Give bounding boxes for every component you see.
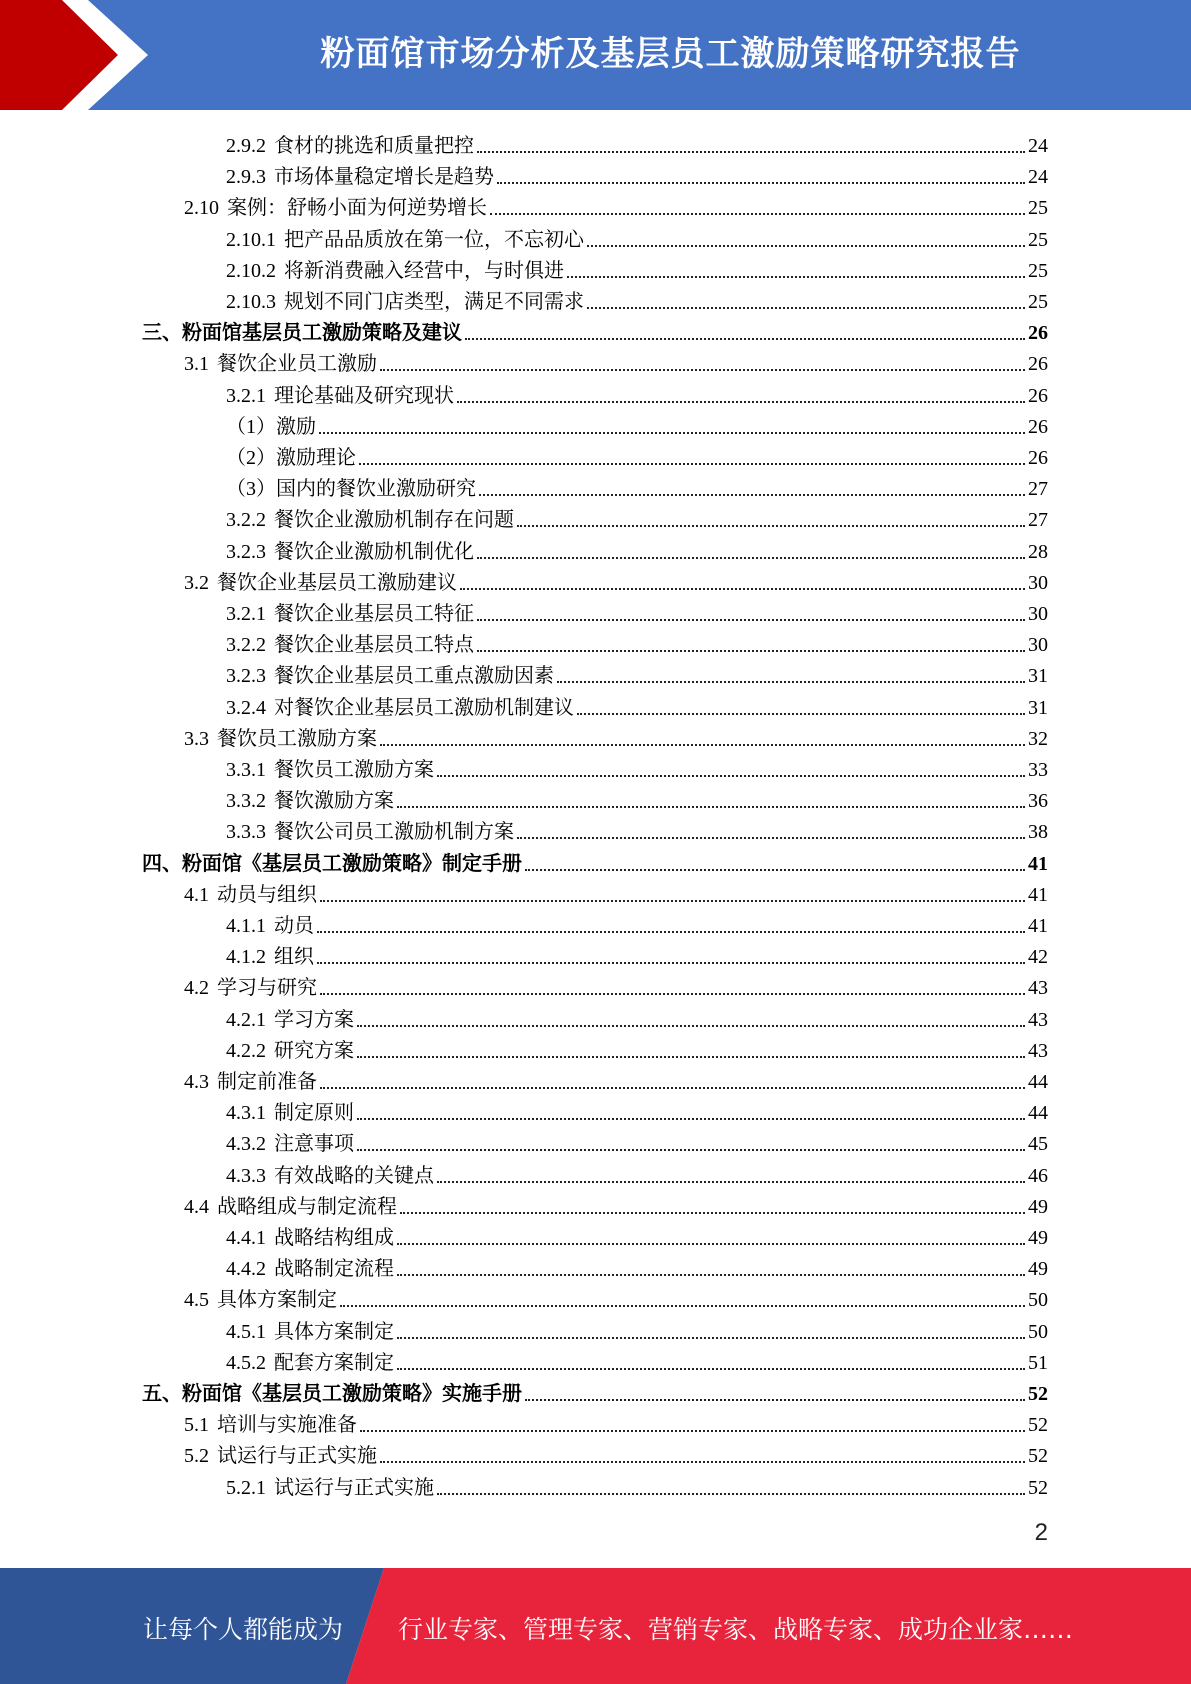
toc-entry[interactable] <box>226 938 1048 969</box>
toc-entry-label <box>184 1070 317 1094</box>
toc-entry[interactable] <box>226 221 1048 252</box>
toc-entry-number: 3.2.3 <box>226 540 266 563</box>
toc-entry-label <box>226 1101 354 1125</box>
toc-entry-number: 2.10 <box>184 197 219 220</box>
toc-dot-leader <box>397 806 1025 808</box>
toc-dot-leader <box>557 681 1025 683</box>
toc-entry[interactable] <box>226 1469 1048 1500</box>
toc-entry-label <box>226 1351 394 1375</box>
toc-entry-title: 注意事项 <box>274 1133 354 1156</box>
toc-entry-page: 36 <box>1028 790 1048 813</box>
toc-entry-page: 31 <box>1028 696 1048 719</box>
toc-entry[interactable] <box>226 283 1048 314</box>
toc-entry-number: 3.1 <box>184 353 209 376</box>
toc-entry[interactable] <box>184 1437 1048 1468</box>
toc-entry-page: 43 <box>1028 1008 1048 1031</box>
toc-entry-label <box>226 228 584 252</box>
toc-entry-label <box>142 321 462 345</box>
toc-entry-label <box>226 696 574 720</box>
toc-entry-number: 4.3.3 <box>226 1164 266 1187</box>
toc-entry-number: 4.2.1 <box>226 1008 266 1031</box>
toc-entry-label <box>226 1008 354 1032</box>
toc-entry-title: 将新消费融入经营中，与时俱进 <box>284 259 564 282</box>
toc-entry-page: 30 <box>1028 571 1048 594</box>
toc-dot-leader <box>517 525 1025 527</box>
toc-entry-label <box>184 1444 377 1468</box>
toc-entry[interactable] <box>226 158 1048 189</box>
toc-entry-number: 3.3 <box>184 727 209 750</box>
toc-entry-label <box>184 1195 397 1219</box>
toc-entry-title: 五、粉面馆《基层员工激励策略》实施手册 <box>142 1383 522 1405</box>
toc-entry-page: 25 <box>1028 228 1048 251</box>
toc-entry-page: 30 <box>1028 634 1048 657</box>
toc-entry-label <box>226 602 474 626</box>
toc-entry-number: 3.2.3 <box>226 665 266 688</box>
toc-dot-leader <box>397 1337 1025 1339</box>
toc-entry-label <box>226 664 554 688</box>
toc-dot-leader <box>525 1399 1025 1401</box>
toc-entry-number: 4.1.1 <box>226 915 266 937</box>
toc-entry-label <box>226 758 434 782</box>
toc-entry-label <box>226 1476 434 1500</box>
toc-entry-title: 餐饮公司员工激励机制方案 <box>274 821 514 844</box>
toc-entry-page: 27 <box>1028 509 1048 532</box>
toc-entry[interactable] <box>226 439 1048 470</box>
toc-dot-leader <box>357 1056 1025 1058</box>
toc-entry-title: 餐饮企业基层员工特征 <box>274 603 474 625</box>
toc-entry-title: 餐饮激励方案 <box>274 790 394 813</box>
toc-entry[interactable] <box>142 1375 1048 1406</box>
toc-entry-page: 43 <box>1028 1039 1048 1062</box>
toc-entry-page: 52 <box>1028 1476 1048 1499</box>
toc-entry-title: 具体方案制定 <box>274 1320 394 1343</box>
toc-entry-label <box>184 1413 357 1437</box>
toc-entry-page: 41 <box>1028 852 1048 875</box>
toc-entry-label <box>142 1382 522 1406</box>
toc-dot-leader <box>320 900 1025 902</box>
toc-dot-leader <box>397 1368 1025 1370</box>
toc-dot-leader <box>357 1025 1025 1027</box>
toc-entry-number: 4.1 <box>184 883 209 906</box>
toc-entry-page: 26 <box>1028 415 1048 438</box>
toc-entry-label <box>184 571 457 595</box>
toc-entry-page: 41 <box>1028 883 1048 906</box>
toc-entry-title: 配套方案制定 <box>274 1351 394 1374</box>
toc-entry-number: 4.2.2 <box>226 1039 266 1062</box>
toc-entry[interactable] <box>226 813 1048 844</box>
toc-dot-leader <box>587 245 1025 247</box>
toc-entry-title: 具体方案制定 <box>217 1289 337 1312</box>
toc-entry-label <box>226 290 584 314</box>
toc-entry-label <box>226 446 356 470</box>
toc-entry-label <box>226 384 454 408</box>
toc-entry-number: 2.10.2 <box>226 259 276 282</box>
toc-entry[interactable] <box>226 1250 1048 1281</box>
toc-entry-page: 25 <box>1028 197 1048 220</box>
toc-entry[interactable] <box>184 969 1048 1000</box>
toc-entry-title: 学习与研究 <box>217 977 317 1000</box>
toc-entry[interactable] <box>226 408 1048 439</box>
toc-dot-leader <box>437 1181 1025 1183</box>
toc-entry[interactable] <box>184 564 1048 595</box>
toc-entry[interactable] <box>226 377 1048 408</box>
toc-entry-label <box>226 820 514 844</box>
toc-dot-leader <box>400 1212 1025 1214</box>
toc-entry-title: 市场体量稳定增长是趋势 <box>274 166 494 189</box>
toc-entry-number: 5.2 <box>184 1445 209 1468</box>
toc-entry-page: 52 <box>1028 1445 1048 1468</box>
toc-entry-title: 餐饮企业基层员工重点激励因素 <box>274 665 554 688</box>
toc-entry[interactable] <box>226 782 1048 813</box>
toc-entry-title: 有效战略的关键点 <box>274 1164 434 1187</box>
toc-dot-leader <box>380 744 1025 746</box>
toc-entry-title: 食材的挑选和质量把控 <box>274 135 474 157</box>
toc-entry-label <box>184 196 487 220</box>
toc-entry-label <box>142 852 522 876</box>
toc-dot-leader <box>359 463 1025 465</box>
toc-entry-label <box>226 1164 434 1188</box>
toc-entry-page: 26 <box>1028 322 1048 345</box>
toc-entry[interactable] <box>226 1094 1048 1125</box>
toc-entry-page: 49 <box>1028 1258 1048 1281</box>
toc-entry-title: 试运行与正式实施 <box>274 1476 434 1499</box>
toc-entry[interactable] <box>226 626 1048 657</box>
page-footer <box>0 1568 1191 1684</box>
toc-entry-number: 2.9.2 <box>226 135 266 157</box>
toc-entry-page: 50 <box>1028 1320 1048 1343</box>
toc-entry-label <box>226 415 316 439</box>
footer-slogan-right: 行业专家、管理专家、营销专家、战略专家、成功企业家…… <box>398 1615 1074 1644</box>
toc-entry-label <box>184 352 377 376</box>
toc-entry-number: 3.2.1 <box>226 384 266 407</box>
toc-entry-page: 44 <box>1028 1071 1048 1093</box>
toc-entry-title: 学习方案 <box>274 1008 354 1031</box>
toc-entry-number: 3.3.1 <box>226 759 266 781</box>
toc-entry-number: 5.2.1 <box>226 1476 266 1499</box>
toc-entry[interactable] <box>184 1281 1048 1312</box>
toc-entry-title: 对餐饮企业基层员工激励机制建议 <box>274 696 574 719</box>
toc-entry-page: 30 <box>1028 603 1048 625</box>
toc-dot-leader <box>577 713 1025 715</box>
toc-entry-number: 3.3.3 <box>226 821 266 844</box>
toc-entry[interactable] <box>226 907 1048 938</box>
toc-entry-title: 餐饮员工激励方案 <box>274 759 434 781</box>
toc-entry-page: 43 <box>1028 977 1048 1000</box>
toc-entry-title: 三、粉面馆基层员工激励策略及建议 <box>142 322 462 345</box>
toc-entry-title: 把产品品质放在第一位，不忘初心 <box>284 228 584 251</box>
toc-dot-leader <box>479 494 1025 496</box>
toc-entry-label <box>226 1039 354 1063</box>
toc-entry-page: 27 <box>1028 478 1048 501</box>
toc-dot-leader <box>380 1461 1025 1463</box>
toc-entry-number: 4.3.1 <box>226 1102 266 1125</box>
toc-entry-page: 31 <box>1028 665 1048 688</box>
toc-dot-leader <box>477 619 1025 621</box>
toc-entry-number: 4.4.1 <box>226 1227 266 1249</box>
toc-entry-title: 制定原则 <box>274 1102 354 1125</box>
toc-entry-label <box>226 1320 394 1344</box>
toc-entry-label <box>226 540 474 564</box>
toc-entry-number: 3.2.4 <box>226 696 266 719</box>
toc-entry-title: （1）激励 <box>226 415 316 438</box>
toc-entry-page: 42 <box>1028 946 1048 969</box>
toc-entry[interactable] <box>226 1313 1048 1344</box>
toc-entry-number: 2.9.3 <box>226 166 266 189</box>
toc-entry-page: 49 <box>1028 1227 1048 1249</box>
toc-dot-leader <box>457 401 1025 403</box>
toc-entry[interactable] <box>184 345 1048 376</box>
toc-entry[interactable] <box>226 1344 1048 1375</box>
toc-dot-leader <box>477 151 1025 153</box>
toc-dot-leader <box>497 182 1025 184</box>
toc-entry-title: 培训与实施准备 <box>217 1414 357 1437</box>
toc-entry-number: 4.5 <box>184 1289 209 1312</box>
toc-dot-leader <box>380 369 1025 371</box>
toc-entry-label <box>226 945 314 969</box>
toc-entry[interactable] <box>184 189 1048 220</box>
toc-entry[interactable] <box>226 595 1048 626</box>
toc-entry-title: （2）激励理论 <box>226 447 356 469</box>
toc-entry-title: 战略组成与制定流程 <box>217 1195 397 1218</box>
toc-entry[interactable] <box>142 845 1048 876</box>
toc-entry-title: 餐饮员工激励方案 <box>217 727 377 750</box>
toc-entry-title: 动员与组织 <box>217 883 317 906</box>
toc-entry-label <box>226 1257 394 1281</box>
toc-entry-label <box>226 508 514 532</box>
toc-entry-number: 3.2.2 <box>226 509 266 532</box>
toc-entry-page: 49 <box>1028 1195 1048 1218</box>
toc-entry-number: 2.10.3 <box>226 291 276 313</box>
toc-entry-page: 33 <box>1028 759 1048 781</box>
toc-entry-number: 2.10.1 <box>226 228 276 251</box>
toc-entry-label <box>226 1226 394 1250</box>
toc-entry[interactable] <box>226 1001 1048 1032</box>
toc-entry-title: 理论基础及研究现状 <box>274 384 454 407</box>
toc-entry[interactable] <box>226 533 1048 564</box>
toc-entry[interactable] <box>226 470 1048 501</box>
toc-entry-label <box>226 477 476 501</box>
toc-entry-label <box>226 1132 354 1156</box>
toc-dot-leader <box>320 993 1025 995</box>
toc-entry-page: 26 <box>1028 384 1048 407</box>
page-number: 2 <box>1034 1519 1048 1546</box>
toc-entry-title: 餐饮企业激励机制存在问题 <box>274 509 514 532</box>
toc-dot-leader <box>317 962 1025 964</box>
toc-entry-number: 4.2 <box>184 977 209 1000</box>
toc-entry-page: 45 <box>1028 1133 1048 1156</box>
toc-entry-page: 25 <box>1028 291 1048 313</box>
toc-entry-number: 4.1.2 <box>226 946 266 969</box>
toc-entry-page: 28 <box>1028 540 1048 563</box>
toc-entry-number: 4.3 <box>184 1071 209 1093</box>
toc-entry-title: 战略结构组成 <box>274 1227 394 1249</box>
toc-entry-page: 44 <box>1028 1102 1048 1125</box>
toc-entry-label <box>184 727 377 751</box>
toc-entry-label <box>226 633 474 657</box>
toc-entry-title: 动员 <box>274 915 314 937</box>
toc-entry-number: 4.4.2 <box>226 1258 266 1281</box>
toc-entry[interactable] <box>226 1125 1048 1156</box>
toc-entry-label <box>226 165 494 189</box>
toc-entry-title: 组织 <box>274 946 314 969</box>
toc-dot-leader <box>357 1118 1025 1120</box>
toc-entry[interactable] <box>226 127 1048 158</box>
toc-entry[interactable] <box>226 1032 1048 1063</box>
toc-dot-leader <box>397 1243 1025 1245</box>
toc-entry-page: 24 <box>1028 135 1048 157</box>
toc-dot-leader <box>357 1149 1025 1151</box>
toc-entry[interactable] <box>226 252 1048 283</box>
toc-entry-page: 52 <box>1028 1414 1048 1437</box>
toc-entry[interactable] <box>226 751 1048 782</box>
toc-entry[interactable] <box>184 1063 1048 1094</box>
toc-entry-title: 试运行与正式实施 <box>217 1445 377 1468</box>
page-header <box>0 0 1191 110</box>
toc-entry-title: 四、粉面馆《基层员工激励策略》制定手册 <box>142 852 522 875</box>
toc-dot-leader <box>517 837 1025 839</box>
toc-entry-page: 26 <box>1028 447 1048 469</box>
toc-entry-title: 研究方案 <box>274 1039 354 1062</box>
toc-entry-number: 3.3.2 <box>226 790 266 813</box>
toc-dot-leader <box>477 557 1025 559</box>
toc-dot-leader <box>477 650 1025 652</box>
toc-entry[interactable] <box>184 1188 1048 1219</box>
toc-entry-title: （3）国内的餐饮业激励研究 <box>226 478 476 501</box>
toc-dot-leader <box>490 213 1025 215</box>
toc-entry[interactable] <box>184 720 1048 751</box>
toc-dot-leader <box>320 1087 1025 1089</box>
toc-dot-leader <box>460 588 1025 590</box>
toc-entry-title: 餐饮企业基层员工特点 <box>274 634 474 657</box>
toc-entry-title: 餐饮企业基层员工激励建议 <box>217 571 457 594</box>
toc-entry-number: 5.1 <box>184 1414 209 1437</box>
toc-entry-label <box>184 1288 337 1312</box>
toc-entry[interactable] <box>226 1219 1048 1250</box>
toc-entry[interactable] <box>184 876 1048 907</box>
toc-dot-leader <box>319 432 1025 434</box>
toc-entry-page: 26 <box>1028 353 1048 376</box>
toc-entry-title: 战略制定流程 <box>274 1258 394 1281</box>
toc-entry[interactable] <box>226 689 1048 720</box>
toc-entry-number: 3.2.1 <box>226 603 266 625</box>
toc-dot-leader <box>437 1493 1025 1495</box>
toc-entry[interactable] <box>142 314 1048 345</box>
toc-entry[interactable] <box>226 657 1048 688</box>
toc-entry[interactable] <box>226 1157 1048 1188</box>
toc-dot-leader <box>567 276 1025 278</box>
toc-entry-label <box>184 976 317 1000</box>
toc-entry-number: 3.2.2 <box>226 634 266 657</box>
toc-entry-title: 餐饮企业激励机制优化 <box>274 540 474 563</box>
toc-dot-leader <box>587 307 1025 309</box>
toc-entry-number: 4.5.2 <box>226 1351 266 1374</box>
toc-entry-title: 制定前准备 <box>217 1071 317 1093</box>
toc-entry-title: 餐饮企业员工激励 <box>217 353 377 376</box>
toc-dot-leader <box>340 1305 1025 1307</box>
header-title: 粉面馆市场分析及基层员工激励策略研究报告 <box>320 34 1021 74</box>
toc-entry-page: 50 <box>1028 1289 1048 1312</box>
toc-entry-page: 41 <box>1028 915 1048 937</box>
toc-entry-label <box>226 914 314 938</box>
toc-entry-number: 3.2 <box>184 571 209 594</box>
toc-entry-title: 案例：舒畅小面为何逆势增长 <box>227 197 487 220</box>
toc-entry-page: 51 <box>1028 1351 1048 1374</box>
toc-entry-page: 32 <box>1028 727 1048 750</box>
footer-slogan-left: 让每个人都能成为 <box>143 1615 344 1644</box>
toc-dot-leader <box>360 1430 1025 1432</box>
toc-entry[interactable] <box>226 501 1048 532</box>
toc-entry-page: 24 <box>1028 166 1048 189</box>
toc-entry-label <box>226 259 564 283</box>
toc-entry-label <box>184 883 317 907</box>
toc-dot-leader <box>525 869 1025 871</box>
toc-entry-number: 4.5.1 <box>226 1320 266 1343</box>
toc-entry-page: 38 <box>1028 821 1048 844</box>
toc-entry-label <box>226 134 474 158</box>
toc-entry-page: 52 <box>1028 1383 1048 1405</box>
toc-entry-page: 25 <box>1028 259 1048 282</box>
toc-dot-leader <box>465 338 1025 340</box>
toc-entry-page: 46 <box>1028 1164 1048 1187</box>
toc-entry[interactable] <box>184 1406 1048 1437</box>
toc-dot-leader <box>317 931 1025 933</box>
toc-entry-number: 4.4 <box>184 1195 209 1218</box>
toc-dot-leader <box>437 775 1025 777</box>
toc-dot-leader <box>397 1274 1025 1276</box>
toc-entry-title: 规划不同门店类型，满足不同需求 <box>284 291 584 313</box>
toc-entry-number: 4.3.2 <box>226 1133 266 1156</box>
toc-entry-label <box>226 789 394 813</box>
